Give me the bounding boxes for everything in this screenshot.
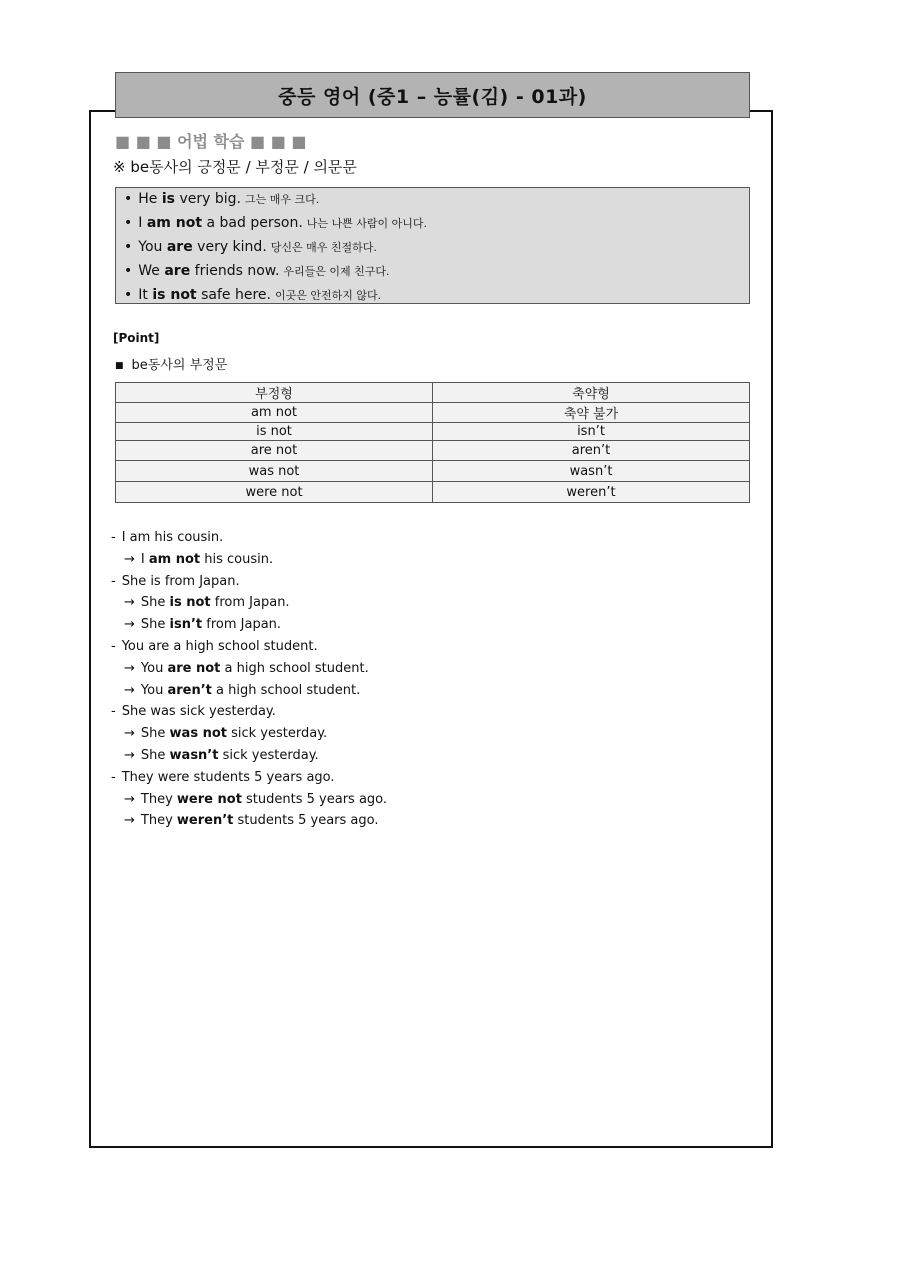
sentence-line: [111, 527, 387, 549]
negation-table: [115, 382, 750, 503]
arrow-icon: →: [124, 747, 135, 763]
example-bold: is: [161, 191, 175, 207]
sentence-text: students 5 years ago.: [233, 813, 379, 829]
sentence-text: from Japan.: [210, 595, 290, 611]
sentence-line: [111, 549, 387, 571]
table-cell: were not: [116, 482, 433, 503]
example-text: You: [138, 239, 167, 255]
example-bold: are: [166, 239, 193, 255]
example-line: [124, 235, 749, 259]
sentence-text: from Japan.: [202, 617, 282, 633]
example-bold: are: [164, 263, 191, 279]
sentence-line: [111, 614, 387, 636]
dash-mark: -: [111, 530, 116, 545]
sentence-text: She was sick yesterday.: [121, 704, 276, 720]
table-header-row: [116, 383, 750, 403]
example-text: It: [138, 287, 153, 303]
dash-mark: -: [111, 769, 116, 785]
sentence-line: [111, 701, 387, 723]
sentence-bold: was not: [169, 726, 227, 742]
example-text: We: [138, 263, 165, 279]
sentence-line: [111, 789, 387, 811]
table-cell: is not: [116, 423, 433, 441]
example-text: safe here.: [196, 287, 271, 303]
table-cell: are not: [116, 441, 433, 461]
sentence-text: She: [140, 617, 170, 633]
sentence-line: [111, 636, 387, 658]
sentence-text: They: [140, 791, 177, 807]
sentence-bold: weren’t: [176, 813, 234, 829]
arrow-icon: →: [124, 726, 135, 742]
section-heading: ■ ■ ■ 어법 학습 ■ ■ ■: [115, 132, 307, 151]
sentence-text: a high school student.: [211, 682, 361, 698]
arrow-icon: →: [124, 660, 135, 676]
sentence-bold: am not: [148, 551, 201, 567]
sentence-bold: aren’t: [167, 682, 212, 698]
sentence-text: I am his cousin.: [121, 530, 224, 545]
grammar-subheading: ※ be동사의 긍정문 / 부정문 / 의문문: [113, 158, 357, 176]
sentence-line: [111, 745, 387, 767]
point-subtitle-row: [115, 354, 227, 373]
example-text: friends now.: [190, 263, 280, 279]
sentence-bold: isn’t: [169, 617, 203, 633]
table-header: 부정형: [116, 383, 433, 403]
example-translation: 이곳은 안전하지 않다.: [274, 289, 382, 302]
example-bold: is not: [152, 287, 197, 303]
sentence-bold: is not: [169, 595, 211, 611]
sentence-line: [111, 571, 387, 593]
example-sentences: [111, 527, 387, 832]
example-text: He: [138, 191, 162, 207]
arrow-icon: →: [124, 551, 135, 567]
example-translation: 나는 나쁜 사람이 아니다.: [306, 217, 428, 230]
sentence-text: students 5 years ago.: [241, 791, 388, 807]
table-row: [116, 403, 750, 423]
table-row: [116, 441, 750, 461]
bullet-icon: •: [124, 191, 133, 207]
example-line: [124, 187, 749, 211]
example-text: very kind.: [192, 239, 267, 255]
sentence-text: a high school student.: [220, 660, 369, 676]
table-row: [116, 482, 750, 503]
sentence-text: his cousin.: [200, 551, 274, 567]
example-translation: 당신은 매우 친절하다.: [270, 241, 377, 254]
arrow-icon: →: [124, 791, 135, 807]
table-header: 축약형: [433, 383, 750, 403]
table-cell: am not: [116, 403, 433, 423]
sentence-line: [111, 592, 387, 614]
example-bold: am not: [146, 215, 203, 231]
bullet-icon: •: [124, 287, 133, 303]
sentence-bold: wasn’t: [169, 747, 219, 763]
table-cell: was not: [116, 461, 433, 482]
sentence-text: She: [140, 595, 170, 611]
dash-mark: -: [111, 573, 116, 589]
sentence-text: She: [140, 747, 170, 763]
example-text: I: [138, 215, 147, 231]
point-subtitle: be동사의 부정문: [131, 358, 228, 373]
square-bullet-icon: ■: [115, 361, 124, 371]
sentence-text: They were students 5 years ago.: [121, 769, 335, 785]
table-row: [116, 461, 750, 482]
sentence-text: sick yesterday.: [226, 726, 328, 742]
sentence-line: [111, 680, 387, 702]
sentence-line: [111, 723, 387, 745]
bullet-icon: •: [124, 239, 133, 255]
arrow-icon: →: [124, 617, 135, 633]
bullet-icon: •: [124, 215, 133, 231]
table-cell: wasn’t: [433, 461, 750, 482]
example-line: [124, 259, 749, 283]
dash-mark: -: [111, 704, 116, 720]
sentence-text: They: [140, 813, 177, 829]
sentence-text: She: [140, 726, 170, 742]
sentence-text: I: [140, 551, 149, 567]
example-box: [115, 187, 750, 304]
example-translation: 우리들은 이제 친구다.: [283, 265, 390, 278]
table-cell: 축약 불가: [433, 403, 750, 423]
dash-mark: -: [111, 638, 116, 654]
table-cell: aren’t: [433, 441, 750, 461]
sentence-text: You are a high school student.: [121, 638, 318, 654]
table-row: [116, 423, 750, 441]
sentence-text: You: [140, 660, 168, 676]
example-translation: 그는 매우 크다.: [244, 193, 320, 206]
page-title: 중등 영어 (중1 – 능률(김) - 01과): [115, 72, 750, 118]
example-line: [124, 211, 749, 235]
arrow-icon: →: [124, 595, 135, 611]
sentence-text: She is from Japan.: [121, 573, 240, 589]
table-cell: isn’t: [433, 423, 750, 441]
example-text: a bad person.: [202, 215, 303, 231]
point-label: [Point]: [113, 331, 160, 345]
sentence-bold: were not: [176, 791, 242, 807]
sentence-text: sick yesterday.: [218, 747, 319, 763]
sentence-text: You: [140, 682, 168, 698]
arrow-icon: →: [124, 682, 135, 698]
arrow-icon: →: [124, 813, 135, 829]
table-cell: weren’t: [433, 482, 750, 503]
sentence-line: [111, 658, 387, 680]
example-line: [124, 283, 749, 307]
sentence-bold: are not: [167, 660, 221, 676]
bullet-icon: •: [124, 263, 133, 279]
sentence-line: [111, 767, 387, 789]
sentence-line: [111, 810, 387, 832]
example-text: very big.: [175, 191, 241, 207]
